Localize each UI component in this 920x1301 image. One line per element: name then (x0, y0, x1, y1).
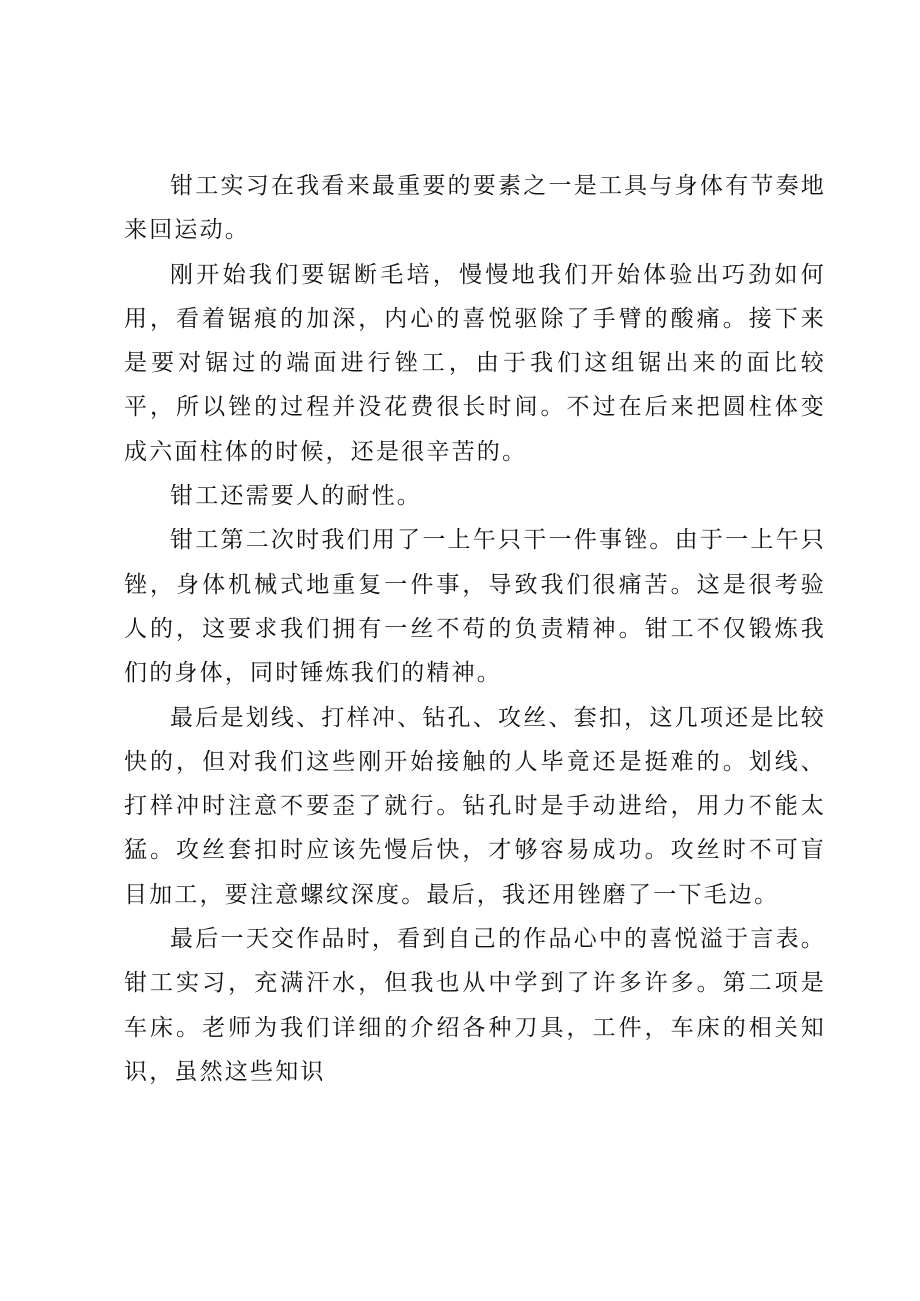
paragraph: 刚开始我们要锯断毛培，慢慢地我们开始体验出巧劲如何用，看着锯痕的加深，内心的喜悦驱除了手臂的酸痛。接下来是要对锯过的端面进行锉工，由于我们这组锯出来的面比较平，所以锉的过程并没花费很长时间。不过在后来把圆柱体变成六面柱体的时候，还是很辛苦的。 (124, 261, 826, 465)
paragraph: 最后是划线、打样冲、钻孔、攻丝、套扣，这几项还是比较快的，但对我们这些刚开始接触的人毕竟还是挺难的。划线、打样冲时注意不要歪了就行。钻孔时是手动进给，用力不能太猛。攻丝套扣时应该先慢后快，才够容易成功。攻丝时不可盲目加工，要注意螺纹深度。最后，我还用锉磨了一下毛边。 (124, 704, 826, 908)
paragraph: 钳工实习在我看来最重要的要素之一是工具与身体有节奏地来回运动。 (124, 173, 826, 244)
paragraph: 最后一天交作品时，看到自己的作品心中的喜悦溢于言表。钳工实习，充满汗水，但我也从中学到了许多许多。第二项是车床。老师为我们详细的介绍各种刀具，工件，车床的相关知识，虽然这些知识 (124, 926, 826, 1085)
paragraph: 钳工第二次时我们用了一上午只干一件事锉。由于一上午只锉，身体机械式地重复一件事，导致我们很痛苦。这是很考验人的，这要求我们拥有一丝不苟的负责精神。钳工不仅锻炼我们的身体，同时锤炼我们的精神。 (124, 527, 826, 687)
paragraph: 钳工还需要人的耐性。 (170, 483, 422, 510)
body-text (124, 164, 826, 1094)
